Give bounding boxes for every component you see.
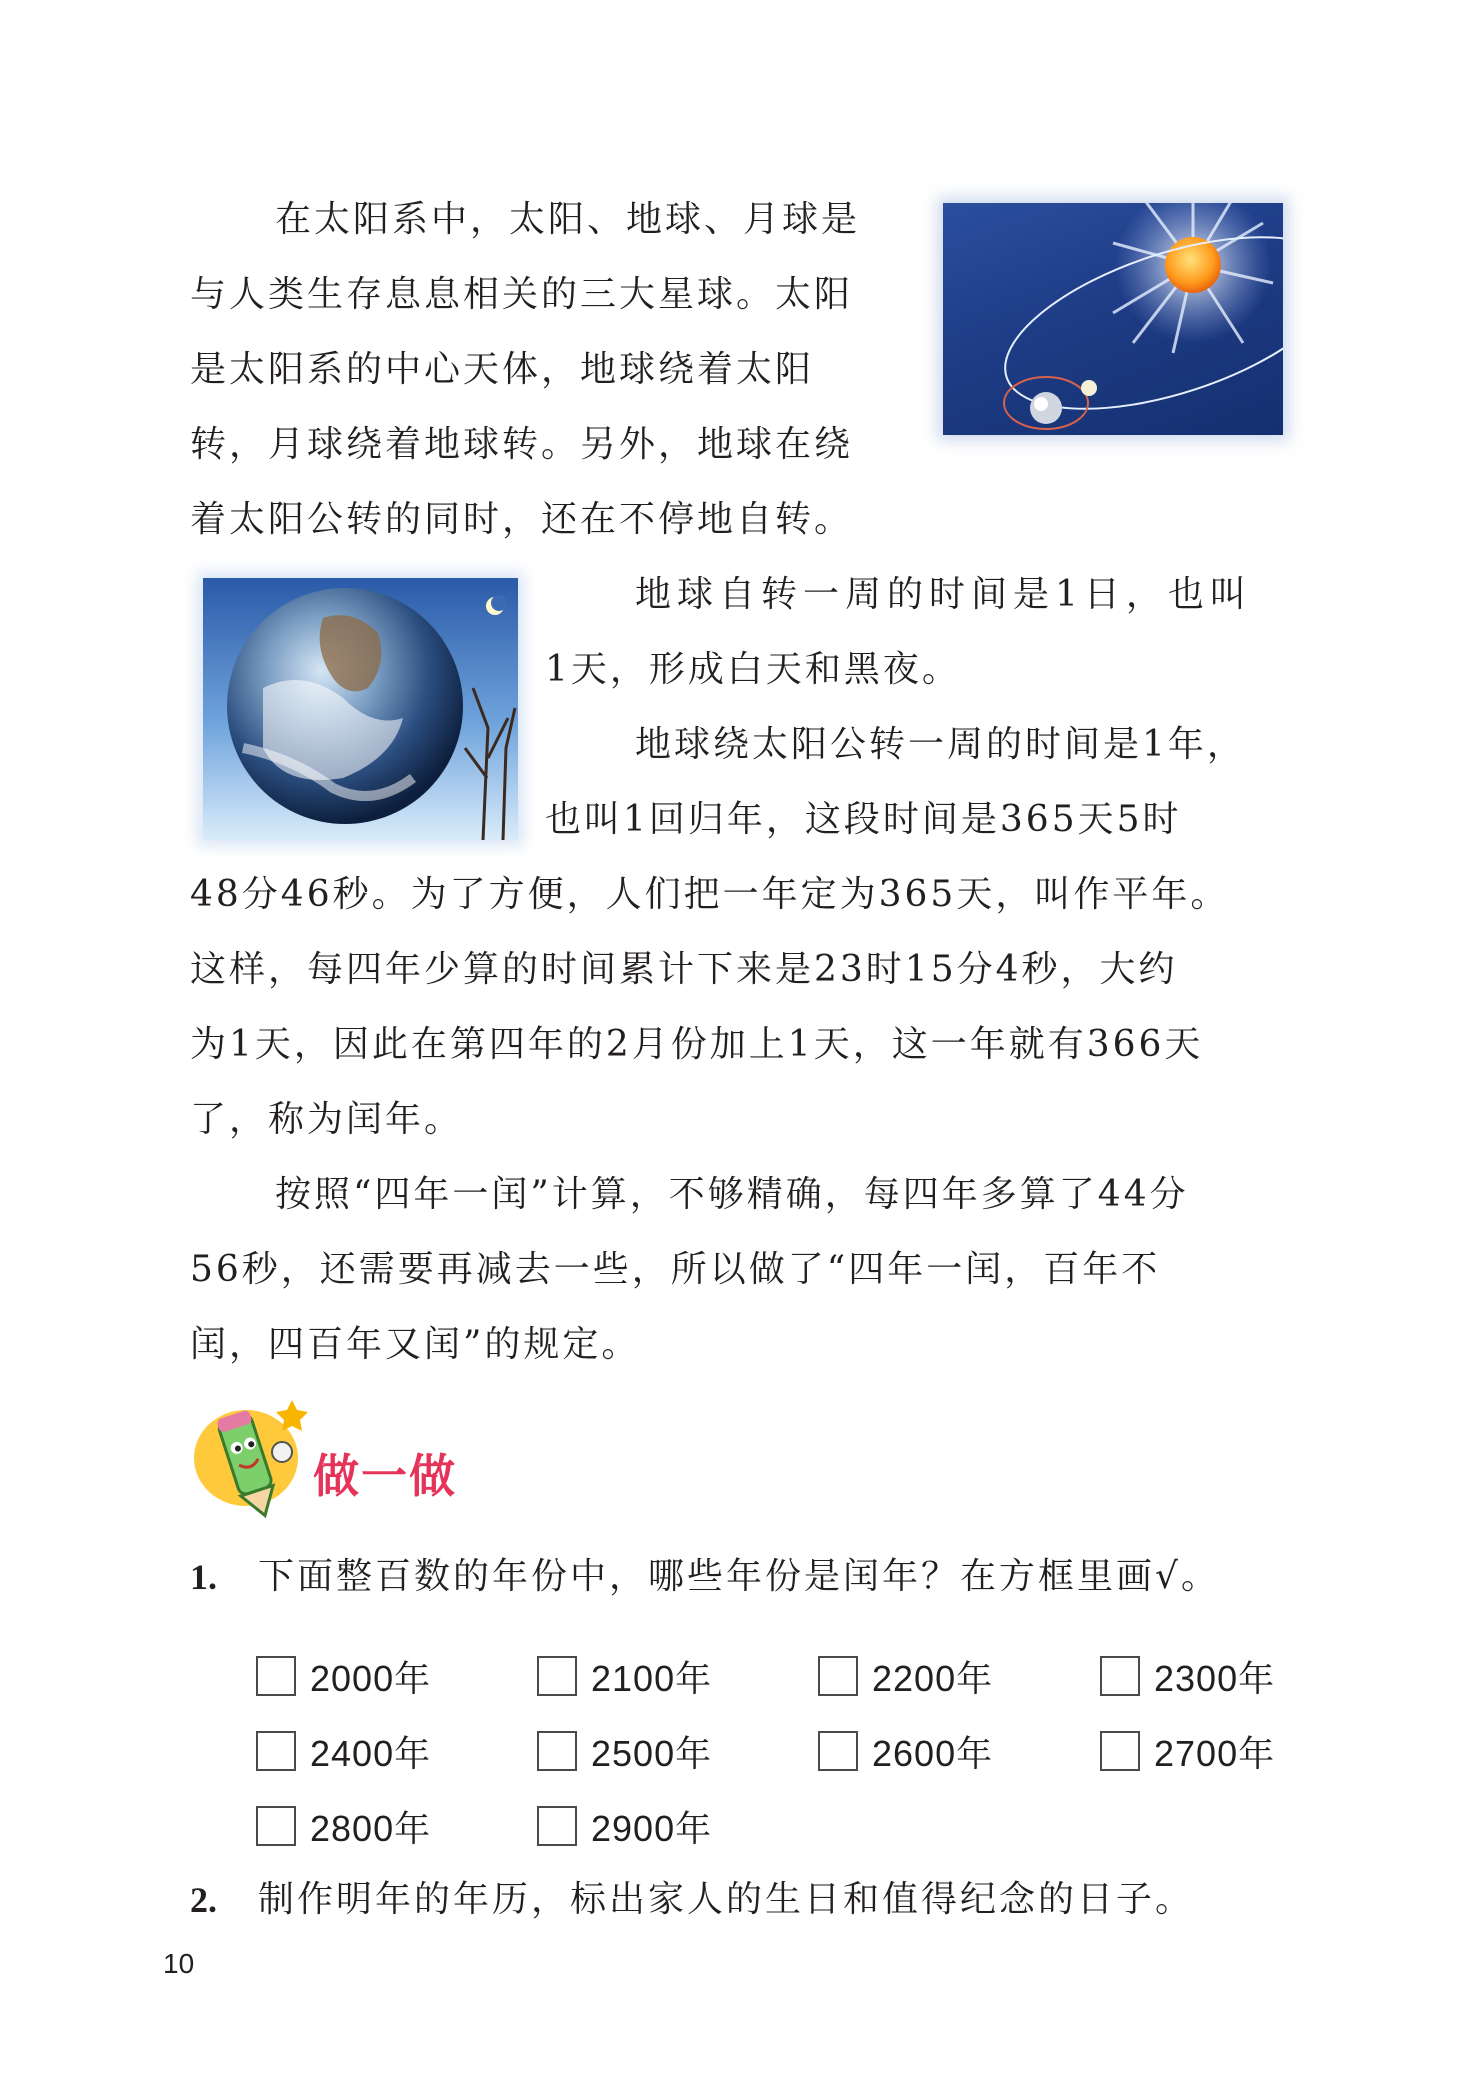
checkbox[interactable] [537, 1731, 577, 1771]
question-text: 制作明年的年历，标出家人的生日和值得纪念的日子。 [258, 1879, 1195, 1920]
question-number: 1. [190, 1557, 217, 1597]
paragraph-line: 与人类生存息息相关的三大星球。太阳 [190, 274, 854, 315]
checkbox[interactable] [256, 1656, 296, 1696]
paragraph-line: 48分46秒。为了方便，人们把一年定为365天，叫作平年。 [190, 874, 1230, 915]
paragraph-line: 地球绕太阳公转一周的时间是1年， [635, 724, 1246, 765]
year-option-2200[interactable] [818, 1652, 993, 1700]
option-label: 2100年 [591, 1657, 713, 1699]
option-label: 2400年 [310, 1732, 432, 1774]
paragraph-line: 是太阳系的中心天体，地球绕着太阳 [190, 349, 815, 390]
option-label: 2700年 [1154, 1732, 1276, 1774]
paragraph-line: 地球自转一周的时间是1日，也叫 [635, 574, 1252, 615]
pencil-mascot-icon [188, 1390, 318, 1520]
year-option-2700[interactable] [1100, 1727, 1275, 1775]
checkbox[interactable] [537, 1806, 577, 1846]
option-label: 2900年 [591, 1807, 713, 1849]
option-label: 2500年 [591, 1732, 713, 1774]
checkbox[interactable] [818, 1656, 858, 1696]
paragraph-line: 转，月球绕着地球转。另外，地球在绕 [190, 424, 854, 465]
option-label: 2600年 [872, 1732, 994, 1774]
option-label: 2800年 [310, 1807, 432, 1849]
paragraph-line: 也叫1回归年，这段时间是365天5时 [545, 799, 1182, 840]
solar-system-illustration [943, 203, 1283, 435]
year-option-2100[interactable] [537, 1652, 712, 1700]
paragraph-line: 1天，形成白天和黑夜。 [545, 649, 961, 690]
year-option-2900[interactable] [537, 1802, 712, 1850]
paragraph-line: 这样，每四年少算的时间累计下来是23时15分4秒，大约 [190, 949, 1178, 990]
option-label: 2200年 [872, 1657, 994, 1699]
year-option-2600[interactable] [818, 1727, 993, 1775]
checkbox[interactable] [256, 1806, 296, 1846]
paragraph-line: 闰，四百年又闰”的规定。 [190, 1324, 641, 1365]
year-option-2800[interactable] [256, 1802, 431, 1850]
section-title: 做一做 [313, 1450, 457, 1502]
option-label: 2000年 [310, 1657, 432, 1699]
year-option-2400[interactable] [256, 1727, 431, 1775]
year-option-2000[interactable] [256, 1652, 431, 1700]
question-number: 2. [190, 1880, 217, 1920]
paragraph-line: 为1天，因此在第四年的2月份加上1天，这一年就有366天 [190, 1024, 1204, 1065]
paragraph-line: 了，称为闰年。 [190, 1099, 464, 1140]
checkbox[interactable] [1100, 1731, 1140, 1771]
year-option-2300[interactable] [1100, 1652, 1275, 1700]
earth-photo [203, 578, 518, 840]
checkbox[interactable] [537, 1656, 577, 1696]
checkbox[interactable] [1100, 1656, 1140, 1696]
option-label: 2300年 [1154, 1657, 1276, 1699]
paragraph-line: 按照“四年一闰”计算，不够精确，每四年多算了44分 [275, 1174, 1189, 1215]
checkbox[interactable] [818, 1731, 858, 1771]
page-number: 10 [163, 1948, 195, 1979]
paragraph-line: 56秒，还需要再减去一些，所以做了“四年一闰，百年不 [190, 1249, 1161, 1290]
paragraph-line: 着太阳公转的同时，还在不停地自转。 [190, 499, 854, 540]
question-text: 下面整百数的年份中，哪些年份是闰年？在方框里画√。 [258, 1556, 1220, 1597]
year-option-2500[interactable] [537, 1727, 712, 1775]
paragraph-line: 在太阳系中，太阳、地球、月球是 [275, 199, 861, 240]
checkbox[interactable] [256, 1731, 296, 1771]
